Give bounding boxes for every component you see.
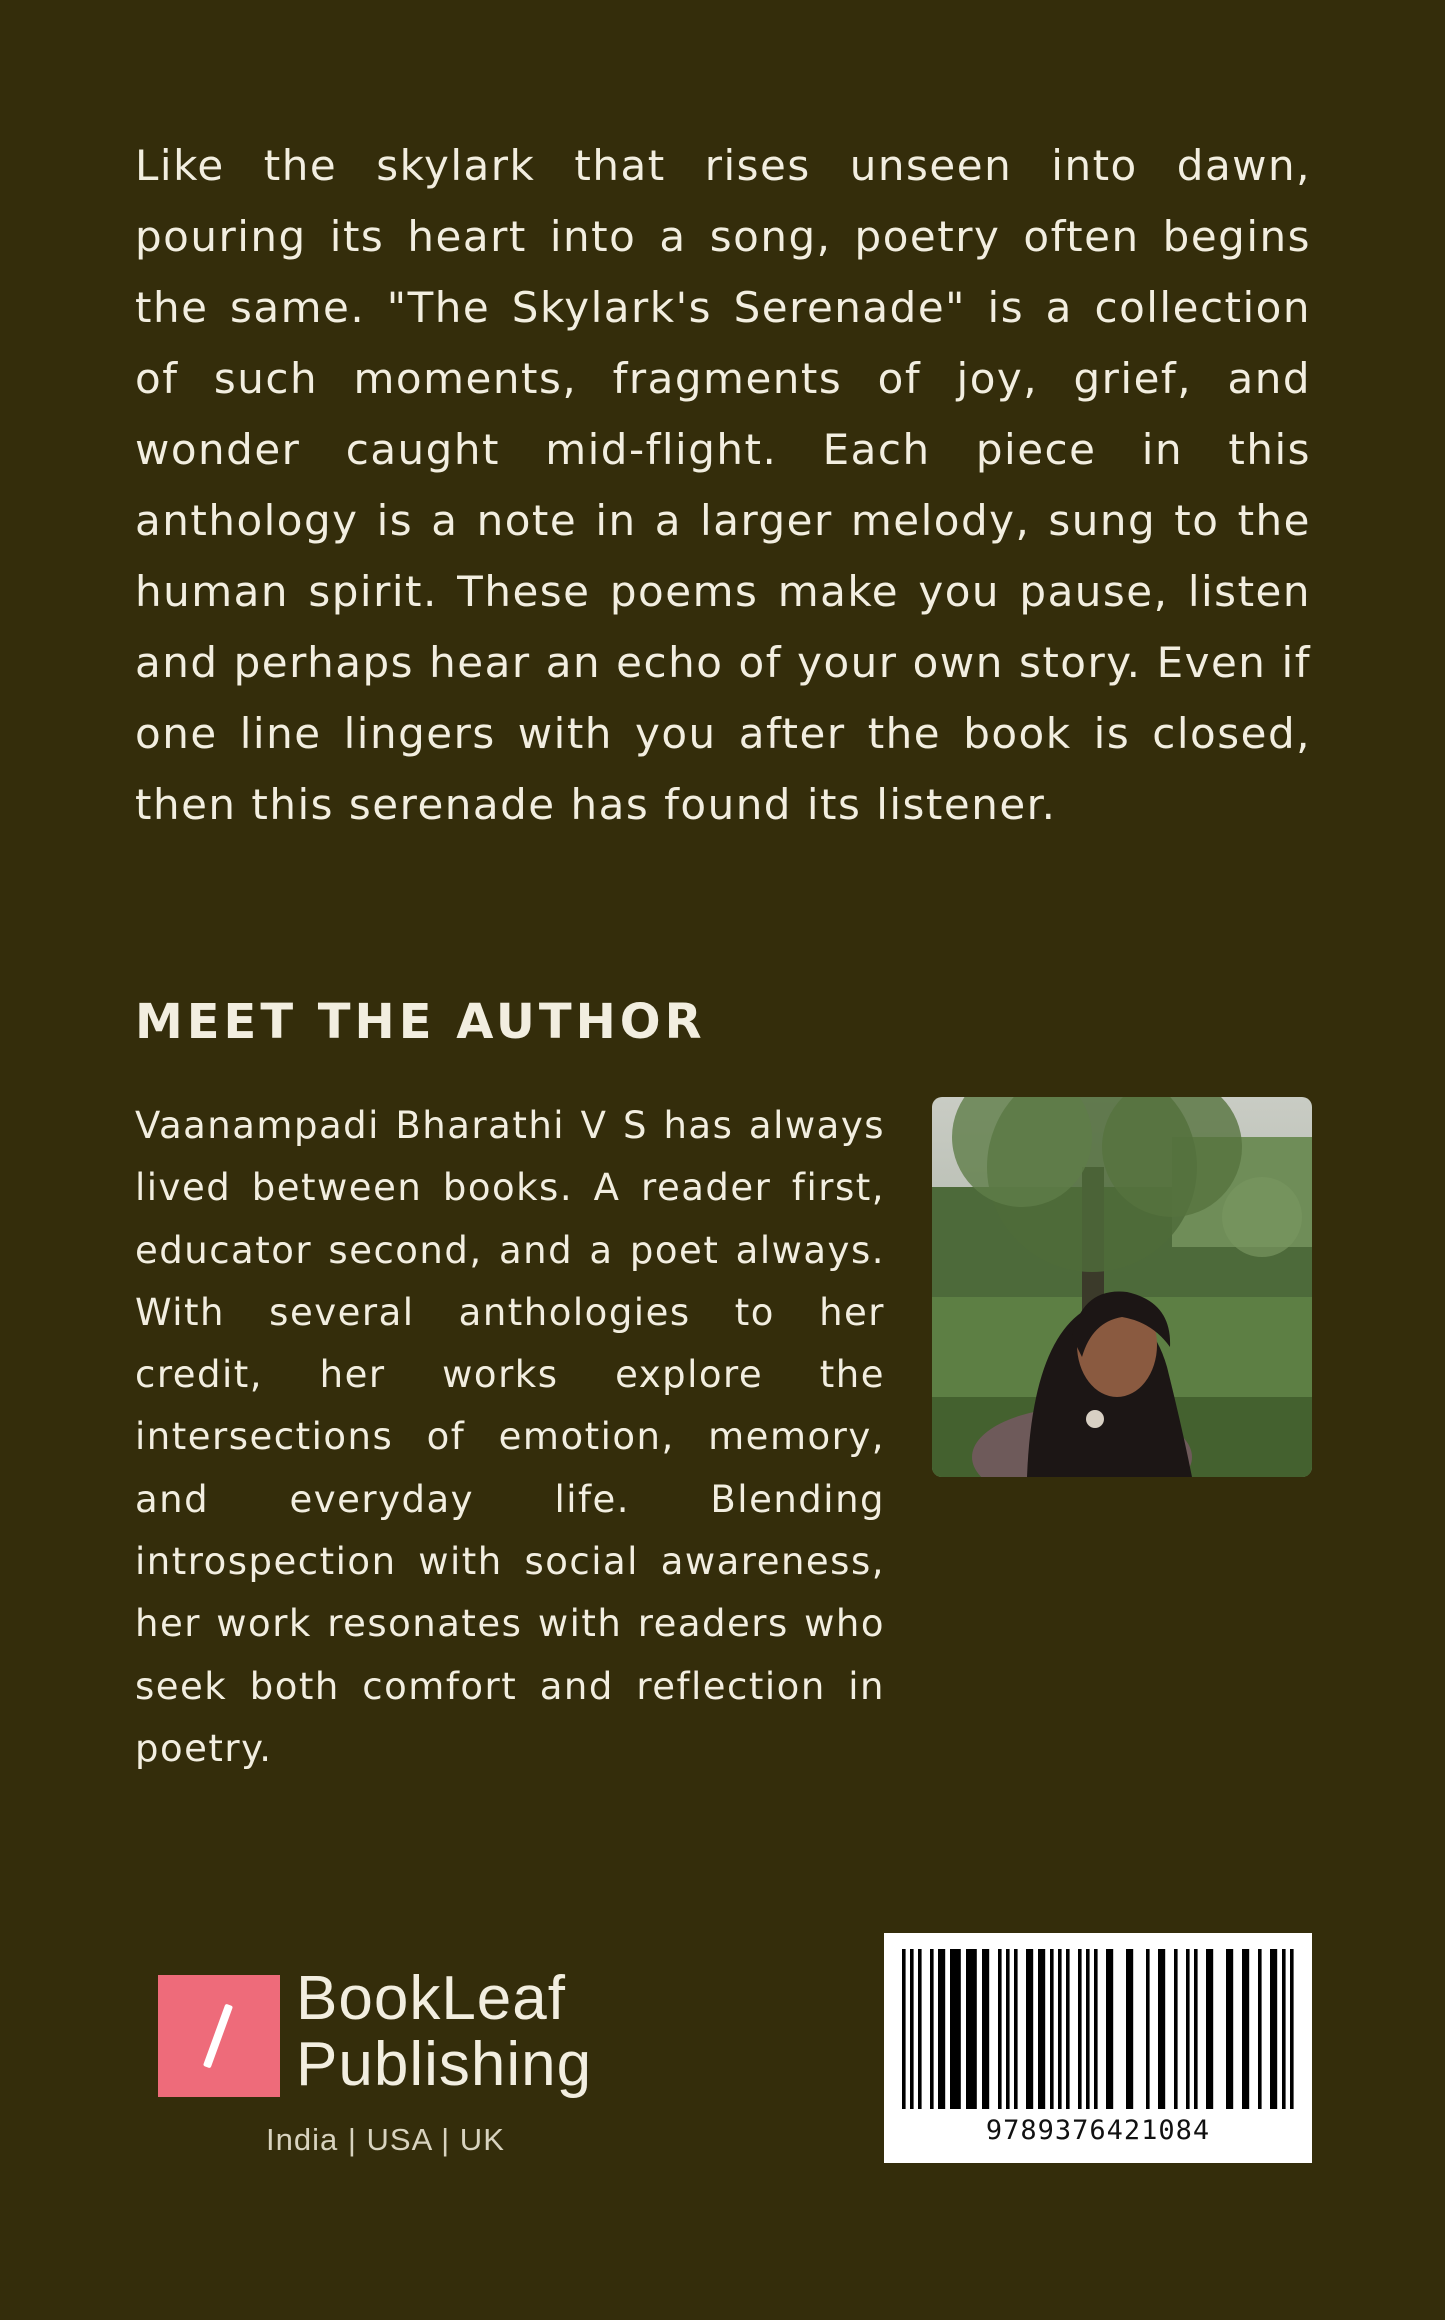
barcode-bar <box>1186 1949 1190 2109</box>
barcode-bar <box>1026 1949 1033 2109</box>
barcode-bar <box>910 1949 914 2109</box>
barcode-bar <box>966 1949 977 2109</box>
publisher-name-line2: Publishing <box>296 2030 593 2099</box>
barcode-bars <box>902 1949 1294 2109</box>
author-photo <box>932 1097 1312 1477</box>
barcode-bar <box>1094 1949 1098 2109</box>
barcode-bar <box>1058 1949 1062 2109</box>
barcode-bar <box>930 1949 934 2109</box>
barcode-bar <box>1006 1949 1010 2109</box>
publisher-name-line1: BookLeaf <box>296 1964 566 2033</box>
author-bio: Vaanampadi Bharathi V S has always lived between books. A reader first, educator second, and a poet always. With several anthologies to her credit, her works explore the intersections of emotion, memory, and everyday life. Blending introspection with social awareness, her work resonates with readers who seek both comfort and reflection in poetry. <box>135 1104 885 1770</box>
slash-logo-icon <box>158 1975 280 2097</box>
barcode-bar <box>918 1949 922 2109</box>
barcode-bar <box>1226 1949 1233 2109</box>
barcode-bar <box>1282 1949 1286 2109</box>
barcode-bar <box>998 1949 1002 2109</box>
barcode-bar <box>902 1949 906 2109</box>
isbn-barcode <box>884 1933 1312 2163</box>
publisher-regions: India | USA | UK <box>266 2122 505 2157</box>
barcode-bar <box>1158 1949 1165 2109</box>
barcode-bar <box>1206 1949 1213 2109</box>
isbn-number: 9789376421084 <box>985 2115 1211 2146</box>
barcode-bar <box>1194 1949 1198 2109</box>
barcode-bar <box>1146 1949 1150 2109</box>
barcode-bar <box>1290 1949 1294 2109</box>
barcode-bar <box>1038 1949 1045 2109</box>
barcode-bar <box>950 1949 961 2109</box>
barcode-bar <box>1066 1949 1070 2109</box>
barcode-bar <box>1014 1949 1018 2109</box>
barcode-bar <box>1270 1949 1277 2109</box>
barcode-bar <box>1126 1949 1133 2109</box>
bookleaf-logo <box>158 1964 618 2170</box>
meet-the-author-heading: MEET THE AUTHOR <box>135 994 706 1050</box>
barcode-bar <box>1258 1949 1262 2109</box>
barcode-bar <box>938 1949 945 2109</box>
barcode-bar <box>1106 1949 1113 2109</box>
barcode-bar <box>1050 1949 1054 2109</box>
barcode-bar <box>1242 1949 1249 2109</box>
barcode-bar <box>1078 1949 1082 2109</box>
back-cover-blurb: Like the skylark that rises unseen into dawn, pouring its heart into a song, poetry often begins the same. "The Skylark's Serenade" is a collection of such moments, fragments of joy, grief, and wonder caught mid-flight. Each piece in this anthology is a note in a larger melody, sung to the human spirit. These poems make you pause, listen and perhaps hear an echo of your own story. Even if one line lingers with you after the book is closed, then this serenade has found its listener. <box>135 141 1311 829</box>
barcode-bar <box>982 1949 989 2109</box>
barcode-bar <box>1174 1949 1178 2109</box>
barcode-bar <box>1086 1949 1090 2109</box>
